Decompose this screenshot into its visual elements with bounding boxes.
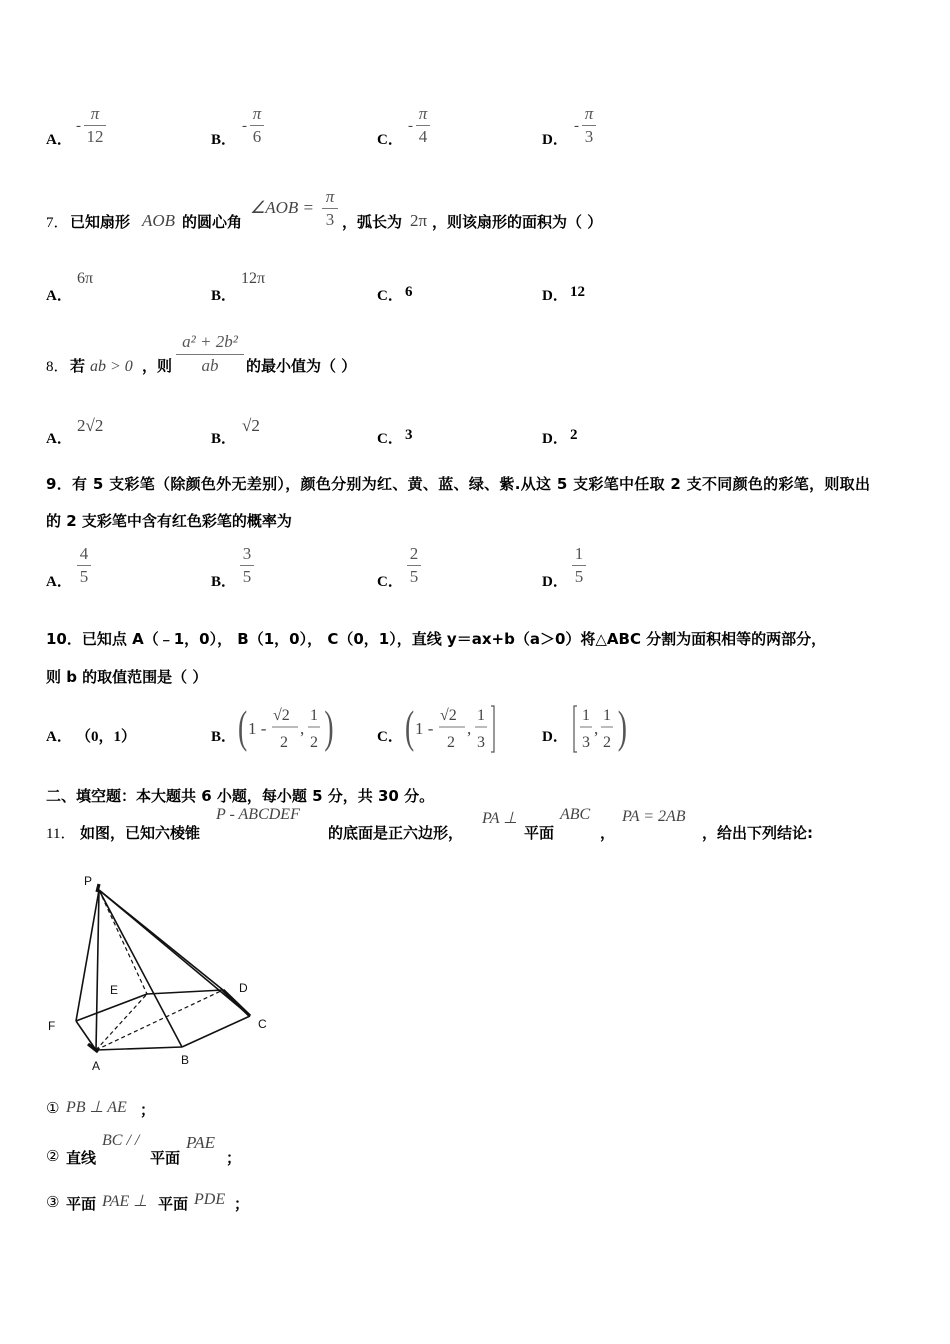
statement-3-math2: PDE <box>194 1191 226 1208</box>
statement-1-number: ① <box>46 1099 60 1117</box>
q9-line2: 的 2 支彩笔中含有红色彩笔的概率为 <box>46 512 292 530</box>
q8-option-d-label: D． <box>542 431 568 447</box>
q9-option-b-label: B． <box>211 574 237 590</box>
vertex-label-d: D <box>239 981 248 995</box>
q11-text1: 如图，已知六棱锥 <box>80 824 201 842</box>
q6-option-d-sign: - <box>574 118 579 134</box>
vertex-label-e: E <box>110 983 119 997</box>
svg-text:1: 1 <box>310 707 318 724</box>
q7-angle-fraction: π 3 <box>322 187 338 230</box>
svg-text:2: 2 <box>447 734 455 751</box>
statement-3-math: PAE ⊥ <box>102 1193 148 1210</box>
q7-text1: 已知扇形 <box>70 213 131 231</box>
q10-option-a-value: （0，1） <box>76 729 137 745</box>
svg-text:3: 3 <box>477 734 485 751</box>
q6-option-a-label: A． <box>46 132 72 148</box>
q8-option-a-label: A． <box>46 431 72 447</box>
vertex-label-f: F <box>48 1019 56 1033</box>
q7-option-a-label: A． <box>46 288 72 304</box>
q8-option-d-value: 2 <box>570 427 578 443</box>
svg-text:): ) <box>324 701 334 753</box>
svg-text:,: , <box>594 719 599 738</box>
hexagonal-pyramid-figure <box>44 866 280 1078</box>
statement-3-mid: 平面 <box>158 1195 189 1213</box>
q9-option-a-fraction: 4 5 <box>77 544 91 587</box>
q9-option-b-fraction: 3 5 <box>240 544 254 587</box>
q11-text2: 的底面是正六边形， <box>328 824 464 842</box>
q9-option-c-label: C． <box>377 574 403 590</box>
q10-option-b-expression <box>238 700 334 756</box>
statement-3-number: ③ <box>46 1193 60 1211</box>
q10-option-d-label: D． <box>542 729 568 745</box>
svg-text:1 -: 1 - <box>248 719 267 738</box>
statement-2-number: ② <box>46 1147 60 1165</box>
svg-text:√2: √2 <box>440 707 457 724</box>
q10-option-c-label: C． <box>377 729 403 745</box>
section-2-title: 二、填空题：本大题共 6 小题，每小题 5 分，共 30 分。 <box>46 787 435 805</box>
q8-option-a-value: 2√2 <box>77 416 104 435</box>
q9-option-a-label: A． <box>46 574 72 590</box>
statement-1-end: ； <box>140 1101 156 1119</box>
q8-condition: ab > 0 <box>90 358 133 375</box>
q6-option-d-label: D． <box>542 132 568 148</box>
q11-comma: ， <box>600 824 616 842</box>
q9-option-d-label: D． <box>542 574 568 590</box>
svg-text:(: ( <box>405 701 415 753</box>
q7-option-a-value: 6π <box>77 270 94 287</box>
q6-option-c-fraction: π 4 <box>416 104 430 147</box>
vertex-label-b: B <box>181 1053 190 1067</box>
q10-option-a-label: A． <box>46 729 72 745</box>
statement-2-mid: 平面 <box>150 1149 181 1167</box>
svg-text:3: 3 <box>582 734 590 751</box>
q11-text3: ，给出下列结论: <box>702 824 813 842</box>
q7-number: 7． <box>46 215 69 231</box>
svg-text:(: ( <box>238 701 248 753</box>
q8-fraction: a² + 2b² ab <box>176 331 244 376</box>
svg-text:,: , <box>300 719 305 738</box>
q6-option-c-sign: - <box>408 118 413 134</box>
q7-angle: ∠AOB = <box>250 198 315 217</box>
statement-3-pre: 平面 <box>66 1195 97 1213</box>
q8-option-c-value: 3 <box>405 427 413 443</box>
q7-option-b-value: 12π <box>241 270 266 287</box>
q9-option-d-fraction: 1 5 <box>572 544 586 587</box>
svg-text:2: 2 <box>603 734 611 751</box>
q10-line1: 10．已知点 A（﹣1，0）， B（1，0）， C（0，1），直线 y＝ax+b（a＞0）将△ABC 分割为面积相等的两部分， <box>46 630 827 648</box>
q11-plane: 平面 <box>524 824 555 842</box>
q6-option-d-fraction: π 3 <box>582 104 596 147</box>
q8-text3: 的最小值为（ ） <box>246 357 357 375</box>
svg-text:): ) <box>617 701 627 753</box>
q9-option-c-fraction: 2 5 <box>407 544 421 587</box>
q11-perp: PA ⊥ <box>482 810 518 827</box>
q8-number: 8． <box>46 359 69 375</box>
q11-equation: PA = 2AB <box>622 808 686 825</box>
q7-option-c-value: 6 <box>405 284 413 300</box>
q7-aob: AOB <box>142 211 176 230</box>
svg-text:1: 1 <box>603 707 611 724</box>
q6-option-b-label: B． <box>211 132 237 148</box>
q7-text3: ，弧长为 <box>342 213 403 231</box>
statement-3-end: ； <box>234 1195 250 1213</box>
svg-text:1: 1 <box>582 707 590 724</box>
statement-2-pre: 直线 <box>66 1149 97 1167</box>
svg-text:√2: √2 <box>273 707 290 724</box>
q10-option-c-expression <box>405 700 501 756</box>
svg-text:1 -: 1 - <box>415 719 434 738</box>
svg-text:,: , <box>467 719 472 738</box>
q11-pyramid: P - ABCDEF <box>216 806 300 823</box>
q8-text1: 若 <box>70 357 86 375</box>
q9-line1: 9．有 5 支彩笔（除颜色外无差别），颜色分别为红、黄、蓝、绿、紫.从这 5 支彩笔中任取 2 支不同颜色的彩笔，则取出 <box>46 475 871 493</box>
statement-2-math2: PAE <box>186 1133 215 1152</box>
statement-2-math: BC / / <box>102 1132 140 1149</box>
q10-option-d-expression <box>571 700 629 756</box>
q7-text4: ，则该扇形的面积为（ ） <box>432 213 603 231</box>
svg-text:2: 2 <box>310 734 318 751</box>
q8-option-b-label: B． <box>211 431 237 447</box>
vertex-label-p: P <box>84 874 93 888</box>
svg-text:1: 1 <box>477 707 485 724</box>
q11-number: 11． <box>46 826 76 842</box>
q6-option-b-fraction: π 6 <box>250 104 264 147</box>
q6-option-c-label: C． <box>377 132 403 148</box>
q7-option-c-label: C． <box>377 288 403 304</box>
q6-option-b-sign: - <box>242 118 247 134</box>
svg-text:2: 2 <box>280 734 288 751</box>
q7-text2: 的圆心角 <box>182 213 243 231</box>
q7-option-d-label: D． <box>542 288 568 304</box>
q7-option-d-value: 12 <box>570 284 585 300</box>
q8-option-b-value: √2 <box>242 416 260 435</box>
q7-option-b-label: B． <box>211 288 237 304</box>
q6-option-a-sign: - <box>76 118 81 134</box>
vertex-label-c: C <box>258 1017 267 1031</box>
q10-line2: 则 b 的取值范围是（ ） <box>46 668 208 686</box>
statement-2-end: ； <box>226 1149 242 1167</box>
q8-option-c-label: C． <box>377 431 403 447</box>
vertex-label-a: A <box>92 1059 101 1073</box>
q11-abc: ABC <box>560 806 591 823</box>
q10-option-b-label: B． <box>211 729 237 745</box>
statement-1-math: PB ⊥ AE <box>66 1099 127 1116</box>
q7-arc: 2π <box>410 211 428 230</box>
q6-option-a-fraction: π 12 <box>84 104 106 147</box>
q8-text2: ，则 <box>142 357 173 375</box>
